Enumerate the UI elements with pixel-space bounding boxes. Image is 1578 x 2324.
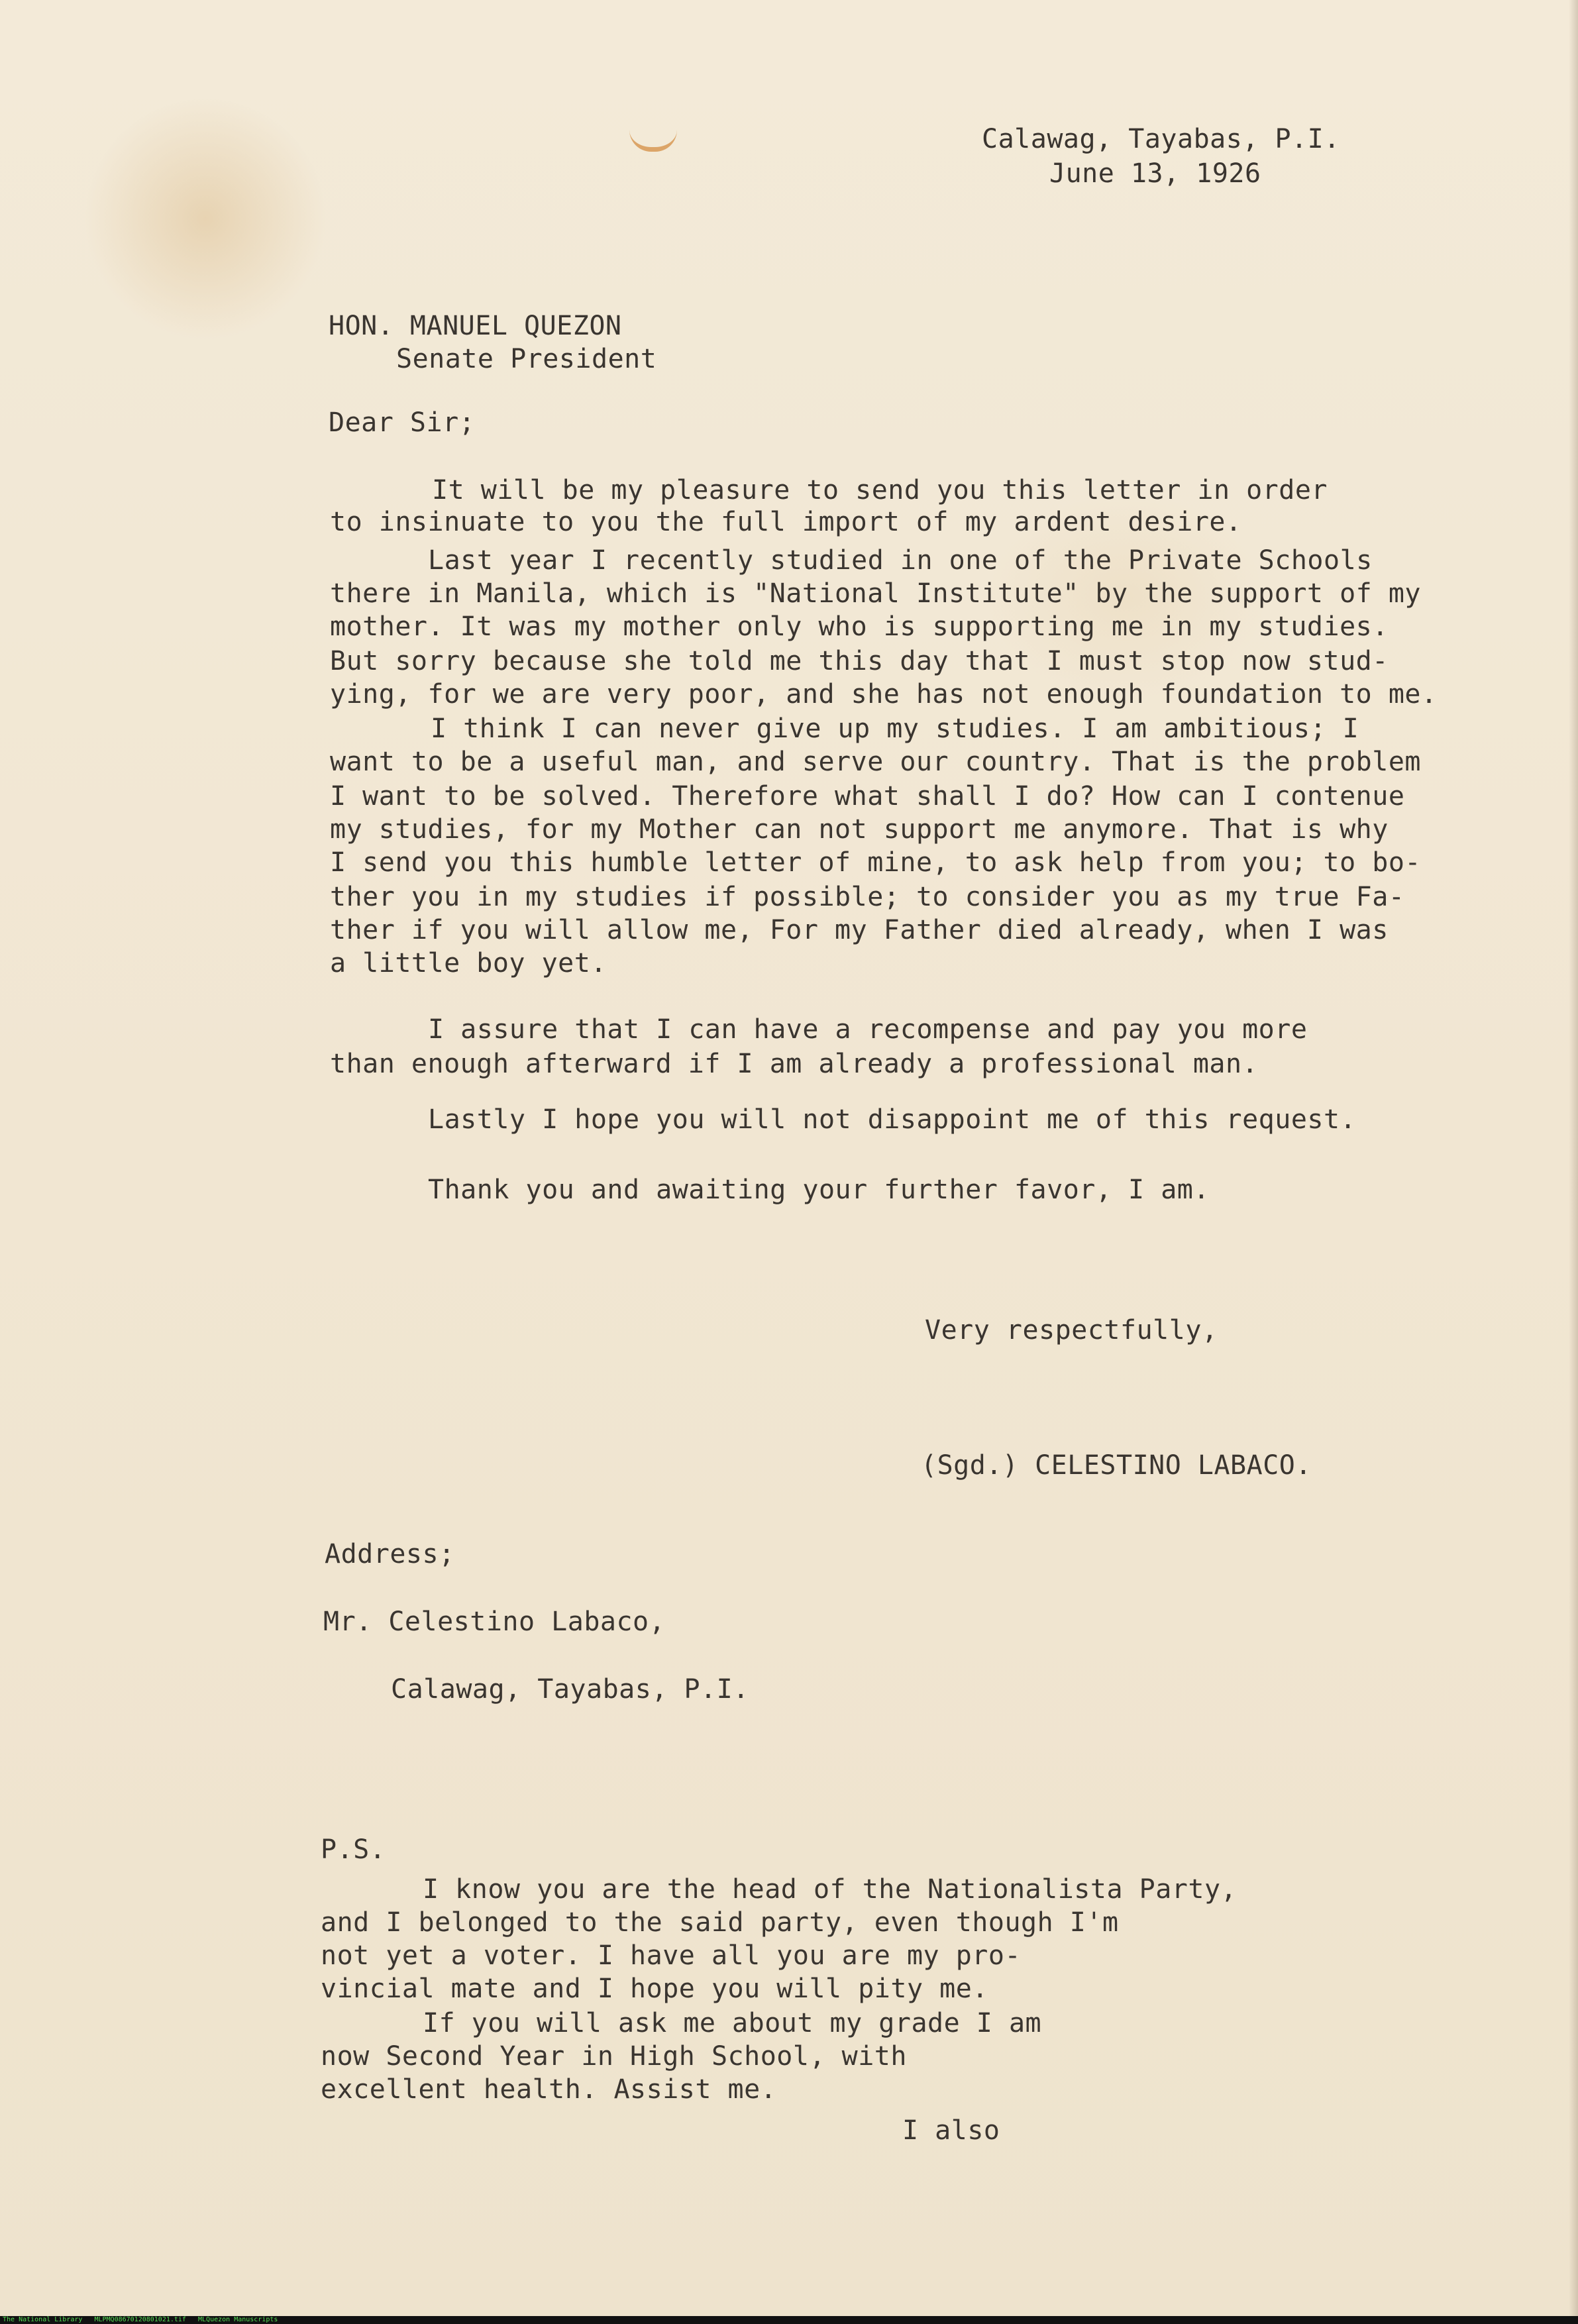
page-edge-shadow — [1569, 0, 1578, 2316]
ps-line: not yet a voter. I have all you are my pro- — [321, 1940, 1022, 1971]
ps-line: now Second Year in High School, with — [321, 2041, 907, 2072]
body-line: want to be a useful man, and serve our country. That is the problem — [330, 747, 1421, 777]
body-line: mother. It was my mother only who is supporting me in my studies. — [330, 611, 1389, 642]
body-line: Lastly I hope you will not disappoint me of this request. — [428, 1104, 1357, 1135]
ps-line: vincial mate and I hope you will pity me. — [321, 1974, 988, 2004]
paper-stain — [629, 130, 677, 152]
recipient-title: Senate President — [396, 344, 657, 374]
closing: Very respectfully, — [925, 1315, 1218, 1346]
address-place: Calawag, Tayabas, P.I. — [391, 1674, 749, 1705]
body-line: my studies, for my Mother can not support me anymore. That is why — [330, 814, 1389, 845]
body-line: I send you this humble letter of mine, to ask help from you; to bo- — [330, 847, 1421, 878]
archive-footer-text: The National Library MLPMQ08670120801021.tif MLQuezon Manuscripts — [3, 2316, 278, 2323]
ps-line: and I belonged to the said party, even though I'm — [321, 1907, 1119, 1938]
ps-line: If you will ask me about my grade I am — [423, 2008, 1042, 2038]
body-line: there in Manila, which is "National Institute" by the support of my — [330, 578, 1421, 609]
body-line: It will be my pleasure to send you this letter in order — [432, 475, 1328, 505]
body-line: I assure that I can have a recompense and pay you more — [428, 1014, 1308, 1045]
address-label: Address; — [325, 1539, 455, 1569]
body-line: than enough afterward if I am already a professional man. — [330, 1049, 1259, 1079]
body-line: a little boy yet. — [330, 948, 607, 978]
recipient-name: HON. MANUEL QUEZON — [329, 311, 622, 341]
ps-line: excellent health. Assist me. — [321, 2074, 777, 2105]
body-line: ying, for we are very poor, and she has not enough foundation to me. — [330, 679, 1438, 710]
body-line: But sorry because she told me this day that I must stop now stud- — [330, 646, 1389, 676]
salutation: Dear Sir; — [329, 407, 476, 438]
body-line: ther if you will allow me, For my Father died already, when I was — [330, 915, 1389, 945]
ps-label: P.S. — [321, 1834, 386, 1865]
body-line: Last year I recently studied in one of the Private Schools — [428, 545, 1373, 576]
signature: (Sgd.) CELESTINO LABACO. — [921, 1450, 1312, 1481]
body-line: to insinuate to you the full import of my ardent desire. — [330, 507, 1242, 537]
letter-date: June 13, 1926 — [1049, 158, 1261, 189]
body-line: Thank you and awaiting your further favor, I am. — [428, 1175, 1210, 1205]
body-line: ther you in my studies if possible; to consider you as my true Fa- — [330, 882, 1405, 912]
body-line: I want to be solved. Therefore what shall I do? How can I contenue — [330, 781, 1405, 812]
ps-line: I also — [902, 2115, 1000, 2146]
letter-place: Calawag, Tayabas, P.I. — [982, 124, 1340, 154]
ps-line: I know you are the head of the Nationalista Party, — [423, 1874, 1237, 1905]
address-name: Mr. Celestino Labaco, — [323, 1607, 666, 1637]
body-line: I think I can never give up my studies. I am ambitious; I — [431, 713, 1359, 744]
